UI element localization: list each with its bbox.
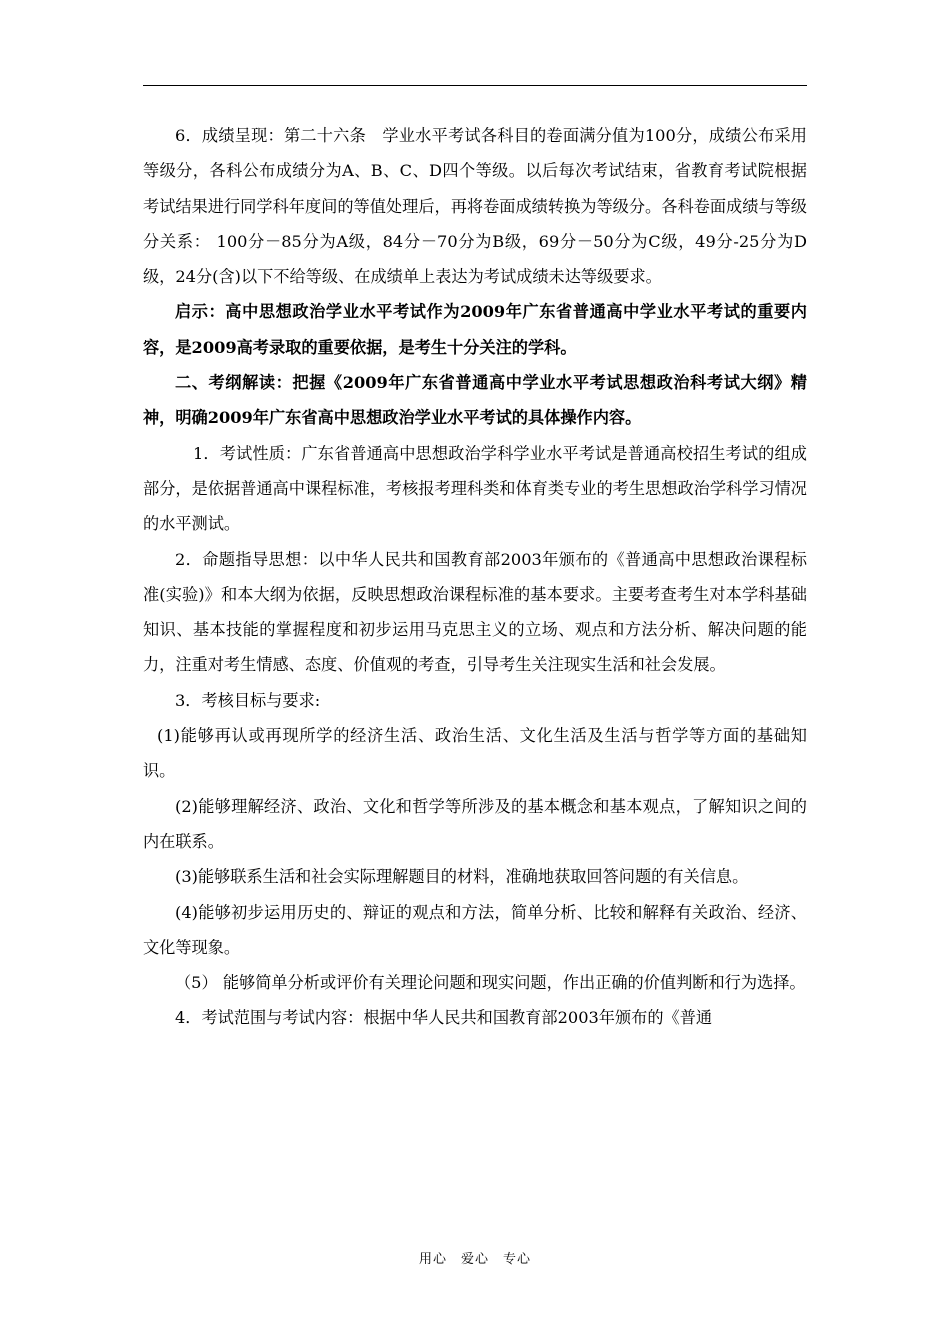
header-rule — [143, 85, 807, 86]
page-footer: 用心 爱心 专心 — [418, 1252, 531, 1267]
list-item-goal-1: (1)能够再认或再现所学的经济生活、政治生活、文化生活及生活与哲学等方面的基础知识。 — [143, 726, 807, 781]
list-item-goal-5: （5） 能够简单分析或评价有关理论问题和现实问题，作出正确的价值判断和行为选择。 — [175, 973, 806, 993]
paragraph-exam-nature: 1．考试性质：广东省普通高中思想政治学科学业水平考试是普通高校招生考试的组成部分，是依据普通高中课程标准，考核报考理科类和体育类专业的考生思想政治学科学习情况的水平测试。 — [143, 443, 807, 534]
paragraph-guiding-ideology: 2．命题指导思想：以中华人民共和国教育部2003年颁布的《普通高中思想政治课程标准(实验)》和本大纲为依据，反映思想政治课程标准的基本要求。主要考查考生对本学科基础知识、基本技能的掌握程度和初步运用马克思主义的立场、观点和方法分析、解决问题的能力，注重对考生情感、态度、价值观的考查，引导考生关注现实生活和社会发展。 — [143, 549, 807, 675]
document-body — [143, 118, 807, 1036]
paragraph-insight: 启示：高中思想政治学业水平考试作为2009年广东省普通高中学业水平考试的重要内容，是2009高考录取的重要依据，是考生十分关注的学科。 — [143, 302, 807, 357]
paragraph-score-presentation: 6．成绩呈现：第二十六条 学业水平考试各科目的卷面满分值为100分，成绩公布采用等级分，各科公布成绩分为A、B、C、D四个等级。以后每次考试结束，省教育考试院根据考试结果进行同学科年度间的等值处理后，再将卷面成绩转换为等级分。各科卷面成绩与等级分关系： 100分－85分为A级，84分－70分为B级，69分－50分为C级，49分-25分为D级，24分(含)以下不给等级、在成绩单上表达为考试成绩未达等级要求。 — [143, 126, 807, 287]
paragraph-exam-scope: 4．考试范围与考试内容：根据中华人民共和国教育部2003年颁布的《普通 — [175, 1008, 713, 1028]
list-item-goal-2: (2)能够理解经济、政治、文化和哲学等所涉及的基本概念和基本观点，了解知识之间的内在联系。 — [143, 796, 807, 851]
list-item-goal-3: (3)能够联系生活和社会实际理解题目的材料，准确地获取回答问题的有关信息。 — [175, 867, 749, 887]
paragraph-outline-interpretation: 二、考纲解读：把握《2009年广东省普通高中学业水平考试思想政治科考试大纲》精神，明确2009年广东省高中思想政治学业水平考试的具体操作内容。 — [143, 373, 807, 428]
paragraph-assessment-goals-heading: 3．考核目标与要求: — [175, 690, 321, 710]
list-item-goal-4: (4)能够初步运用历史的、辩证的观点和方法，简单分析、比较和解释有关政治、经济、文化等现象。 — [143, 902, 807, 957]
